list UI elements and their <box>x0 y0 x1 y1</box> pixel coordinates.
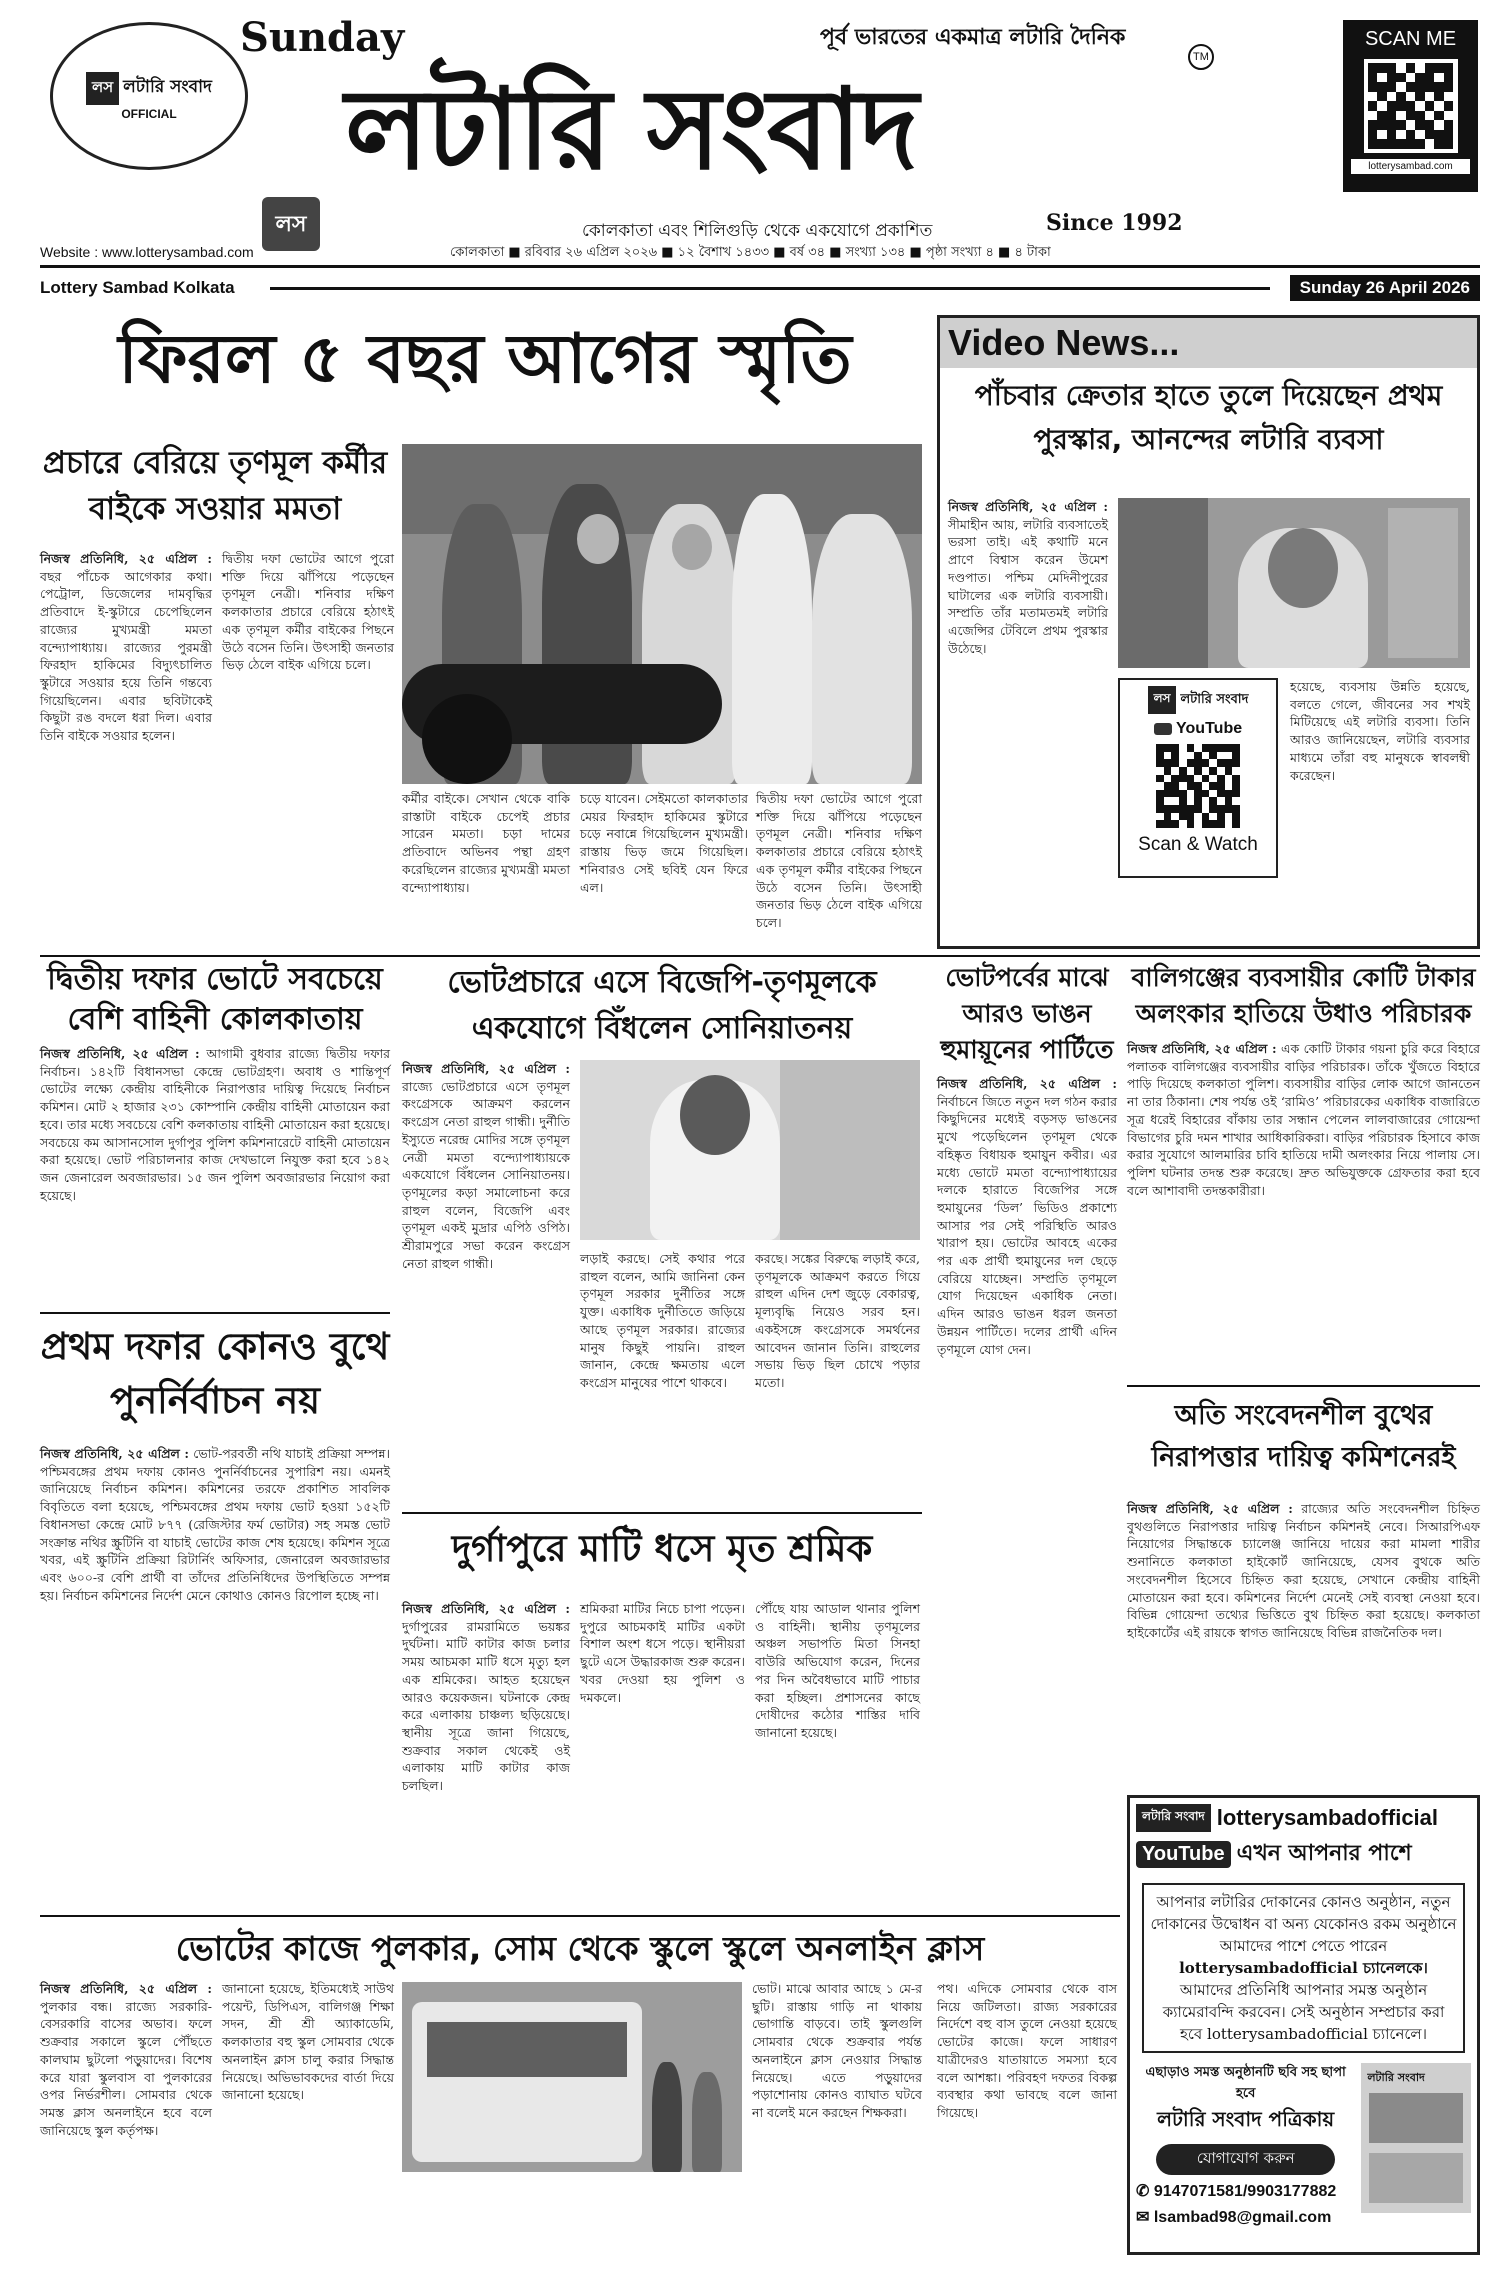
video-news-title: Video News... <box>940 318 1477 368</box>
article3-headline: প্রথম দফার কোনও বুথে পুনর্নির্বাচন নয় <box>40 1325 390 1422</box>
article5-col-3 <box>755 1600 920 1900</box>
article9-col-1-text: পুলকার বন্ধ। রাজ্যে সরকারি-বেসরকারি বাসের অভাব। ফলে শুক্রবার সকালে স্কুলে পৌঁছতে কালঘাম ছুটলো পড়ুয়াদের। বিশেষ করে যারা স্কুলবাস বা পুলকারের ওপর নির্ভরশীল। সোমবার থেকে সমস্ত ক্লাস অনলাইনে হবে বলে জানিয়েছে স্কুল কর্তৃপক্ষ। <box>40 1998 212 2138</box>
since-label: Since 1992 <box>1046 210 1183 236</box>
article4-col-3 <box>755 1250 920 1500</box>
article2-headline: দ্বিতীয় দফার ভোটে সবচেয়ে বেশি বাহিনী কোলকাতায় <box>47 962 383 1037</box>
logo-mark: লস <box>86 72 119 105</box>
video-news-box <box>937 315 1480 949</box>
article9-col-3-text: ভোট। মাঝে আবার আছে ১ মে-র ছুটি। রাস্তায় গাড়ি না থাকায় ভোগান্তি বাড়বে। তাই স্কুলগুলি সোমবার থেকে শুক্রবার পর্যন্ত অনলাইনে ক্লাস নেওয়ার সিদ্ধান্ত নিয়েছে। এতে পড়ুয়াদের পড়াশোনায় কোনও ব্যাঘাত ঘটবে না বলেই মনে করছেন শিক্ষকরা। <box>752 1981 922 2120</box>
lead-col-5 <box>756 790 922 950</box>
youtube-label-text: YouTube <box>1176 720 1243 737</box>
article9-byline: নিজস্ব প্রতিনিধি, ২৫ এপ্রিল : <box>40 1981 212 1996</box>
article5-byline: নিজস্ব প্রতিনিধি, ২৫ এপ্রিল : <box>402 1601 570 1616</box>
edition-left: Lottery Sambad Kolkata <box>40 278 235 297</box>
video-news-headline: পাঁচবার ক্রেতার হাতে তুলে দিয়েছেন প্রথম পুরস্কার, আনন্দের লটারি ব্যবসা <box>974 379 1443 456</box>
scan-me-label: SCAN ME <box>1364 28 1457 50</box>
section-divider-4 <box>1127 1385 1480 1387</box>
video-news-col-2-text: হয়েছে, ব্যবসায় উন্নতি হয়েছে, বলতে গেলে, জীবনের সব শখই মিটিয়েছে এই লটারি ব্যবসা। তিনি আরও জানিয়েছেন, লটারি ব্যবসার মাধ্যমে তাঁরা বহু মানুষকে স্বাবলম্বী করেছেন। <box>1290 679 1470 783</box>
logo-name: লটারি সংবাদ <box>123 77 212 97</box>
dateline: কোলকাতা ■ রবিবার ২৬ এপ্রিল ২০২৬ ■ ১২ বৈশাখ ১৪৩৩ ■ বর্ষ ৩৪ ■ সংখ্যা ১৩৪ ■ পৃষ্ঠা সংখ্যা ৪ ■ ৪ টাকা <box>450 245 1051 260</box>
promo-channel: lotterysambadofficial <box>1216 1805 1439 1830</box>
article4-photo <box>580 1060 920 1240</box>
promo-paper-thumbnail <box>1361 2063 1471 2213</box>
article6-headline: ভোটপর্বের মাঝে আরও ভাঙন হুমায়ূনের পার্টিতে <box>940 963 1114 1064</box>
lead-col-5-text: দ্বিতীয় দফা ভোটের আগে পুরো শক্তি দিয়ে ঝাঁপিয়ে পড়েছেন তৃণমূল নেত্রী। শনিবার দক্ষিণ কলকাতার প্রচারে বেরিয়ে হঠাৎই এক তৃণমূল কর্মীর বাইকের পিছনে উঠে বসেন তিনি। উৎসাহী জনতার ভিড় ঠেলে বাইক এগিয়ে চলে। <box>756 791 922 930</box>
article9-col-2-text: জানানো হয়েছে, ইতিমধ্যেই সাউথ পয়েন্ট, ডিপিএস, বালিগঞ্জ শিক্ষা সদন, শ্রী শ্রী অ্যাকাডেমি, কলকাতার বহু স্কুল সোমবার থেকে অনলাইন ক্লাস চালু করার সিদ্ধান্ত নিয়েছে। অভিভাবকদের বার্তা দিয়ে জানানো হয়েছে। <box>222 1981 394 2103</box>
lead-col-4 <box>580 790 748 950</box>
promo-box <box>1127 1795 1480 2255</box>
trademark-icon: TM <box>1188 44 1214 70</box>
article9-photo <box>402 1982 742 2172</box>
masthead-logo-circle <box>50 22 248 170</box>
article4-col-2-text: লড়াই করছে। সেই কথার পরে রাহুল বলেন, আমি জানিনা কেন তৃণমূল সরকার দুর্নীতির সঙ্গে যুক্ত। একাধিক দুর্নীতিতে জড়িয়ে আছে তৃণমূল সরকার। রাজ্যের মানুষ কিছুই পায়নি। রাহুল জানান, কেন্দ্রে ক্ষমতায় এলে কংগ্রেস মানুষের পাশে থাকবে। <box>580 1251 745 1390</box>
lead-col-2-text: দ্বিতীয় দফা ভোটের আগে পুরো শক্তি দিয়ে ঝাঁপিয়ে পড়েছেন তৃণমূল নেত্রী। শনিবার দক্ষিণ কলকাতার প্রচারে বেরিয়ে হঠাৎই এক তৃণমূল কর্মীর বাইকের পিছনে উঠে বসেন তিনি। উৎসাহী জনতার ভিড় ঠেলে বাইক এগিয়ে চলে। <box>222 551 394 673</box>
article3-byline: নিজস্ব প্রতিনিধি, ২৫ এপ্রিল : <box>40 1446 190 1461</box>
lead-byline: নিজস্ব প্রতিনিধি, ২৫ এপ্রিল : <box>40 551 212 566</box>
video-news-byline: নিজস্ব প্রতিনিধি, ২৫ এপ্রিল : <box>948 499 1108 514</box>
logo-sub: OFFICIAL <box>121 106 177 121</box>
article6-body <box>937 1075 1117 1785</box>
lead-col-3 <box>402 790 570 950</box>
scan-me-qr[interactable] <box>1343 20 1478 192</box>
article5-col-2 <box>580 1600 745 1900</box>
masthead-tagline: পূর্ব ভারতের একমাত্র লটারি দৈনিক <box>820 24 1126 50</box>
contact-label: যোগাযোগ করুন <box>1156 2144 1335 2175</box>
promo-text-box <box>1142 1883 1465 2053</box>
scan-card-logo-mark: লস <box>1148 686 1177 714</box>
youtube-icon <box>1154 723 1172 735</box>
video-qr-icon <box>1156 744 1240 828</box>
promo-phone[interactable] <box>1136 2181 1355 2201</box>
article5-col-2-text: শ্রমিকরা মাটির নিচে চাপা পড়েন। দুপুরে আচমকাই মাটির একটা বিশাল অংশ ধসে পড়ে। স্থানীয়রা ছুটে এসে উদ্ধারকাজ শুরু করেন। খবর দেওয়া হয় পুলিশ ও দমকলে। <box>580 1601 745 1705</box>
article5-col-1 <box>402 1600 570 1900</box>
masthead-title: লটারি সংবাদ <box>345 65 917 195</box>
scan-url: lotterysambad.com <box>1351 159 1470 174</box>
article7-text: এক কোটি টাকার গয়না চুরি করে বিহারে পলাতক বালিগঞ্জের ব্যবসায়ীর বাড়ির পরিচারক। তাঁকে খুঁজতে বিহারে পাড়ি দিয়েছে কলকাতা পুলিশ। ব্যবসায়ীর বাড়ির লোক আগে জানতেন না তার ঠিকানা। শেষ পর্যন্ত ওই ‘রামিও’ পরিচারকের একাধিক বাজারিতে সূত্র ধরেই বিহারের বাঁকায় তার সন্ধান পেলেন লালবাজারের গোয়েন্দা বিভাগের চুরি দমন শাখার আধিকারিকরা। বাড়ির পরিচারক হিসাবে কাজ করার সুযোগে আলমারির চাবি হাতিয়ে দামী অলংকার নিয়ে পালায় সে। পুলিশ ঘটনার তদন্ত শুরু করেছে। দ্রুত অভিযুক্তকে গ্রেফতার করা হবে বলে আশাবাদী তদন্তকারীরা। <box>1127 1041 1480 1198</box>
article4-col-2 <box>580 1250 745 1500</box>
article4-col-1-text: রাজ্যে ভোটপ্রচারে এসে তৃণমূল কংগ্রেসকে আক্রমণ করলেন কংগ্রেস নেতা রাহুল গান্ধী। দুর্নীতি ইস্যুতে নরেন্দ্র মোদির সঙ্গে তৃণমূল নেত্রী মমতা বন্দ্যোপাধ্যায়কে একযোগে বিঁধলেন সোনিয়াতনয়। তৃণমূলের কড়া সমালোচনা করে রাহুল বলেন, বিজেপি এবং তৃণমূল একই মুদ্রার এপিঠ ওপিঠ। শ্রীরামপুরে সভা করেন কংগ্রেস নেতা রাহুল গান্ধী। <box>402 1078 570 1271</box>
promo-email[interactable] <box>1136 2207 1355 2227</box>
scan-watch-card[interactable] <box>1118 678 1278 878</box>
lead-col-1-text: বছর পাঁচেক আগেকার কথা। পেট্রোল, ডিজেলের দামবৃদ্ধির প্রতিবাদে ই-স্কুটারে চেপেছিলেন রাজ্যের মুখ্যমন্ত্রী মমতা বন্দ্যোপাধ্যায়। রাজ্যের পুরমন্ত্রী ফিরহাদ হাকিমের বিদ্যুৎচালিত স্কুটারে সওয়ার হয়ে তিনি গন্তব্যে গিয়েছিলেন। এবার ছবিটাকেই কিছুটা রঙ বদলে ধরা দিল। এবার তিনি বাইকে সওয়ার হলেন। <box>40 568 212 744</box>
promo-email-text: lsambad98@gmail.com <box>1153 2209 1332 2226</box>
article3-body <box>40 1445 390 1915</box>
article4-headline: ভোটপ্রচারে এসে বিজেপি-তৃণমূলকে একযোগে বিঁধলেন সোনিয়াতনয় <box>447 965 877 1046</box>
masthead-rule <box>40 265 1480 268</box>
article9-col-4 <box>937 1980 1117 2265</box>
article8-text: রাজ্যের অতি সংবেদনশীল চিহ্নিত বুথগুলিতে নিরাপত্তার দায়িত্ব নির্বাচন কমিশনই নেবে। সিআরপিএফ নিয়োগের সিদ্ধান্তকে চ্যালেঞ্জ জানিয়ে দায়ের করা মামলা শারীর শুনানিতে কলকাতা হাইকোর্ট জানিয়েছে, যেসব বুথকে অতি সংবেদনশীল হিসেবে চিহ্নিত করা হয়েছে, সেখানে কেন্দ্রীয় বাহিনী মোতায়েন করা হবে। কমিশনের নির্দেশ মেনেই সেই ব্যবস্থা নেওয়া হবে। বিভিন্ন গোয়েন্দা তথ্যের ভিত্তিতে বুথ চিহ্নিত করা হয়েছে। কলকাতা হাইকোর্টের এই রায়কে স্বাগত জানিয়েছে বিভিন্ন রাজনৈতিক দল। <box>1127 1501 1480 1640</box>
promo-logo: লটারি সংবাদ <box>1136 1804 1211 1832</box>
article2-body <box>40 1045 390 1305</box>
section-divider-5 <box>40 1915 1120 1917</box>
website-link[interactable]: Website : www.lotterysambad.com <box>40 244 254 260</box>
article5-col-3-text: পৌঁছে যায় আডাল থানার পুলিশ ও বাহিনী। স্থানীয় তৃণমূলের অঞ্চল সভাপতি মিতা সিনহা বাউরি অভিযোগ করেন, দিনের পর দিন অবৈধভাবে মাটি পাচার করা হচ্ছিল। প্রশাসনের কাছে দোষীদের কঠোর শাস্তির দাবি জানানো হয়েছে। <box>755 1601 920 1740</box>
article9-col-1 <box>40 1980 212 2265</box>
video-news-col-1-text: সীমাহীন আয়, লটারি ব্যবসাতেই ভরসা তাই। এই কথাটি মনে প্রাণে বিশ্বাস করেন উমেশ দণ্ডপাত। পশ্চিম মেদিনীপুরের ঘাটালের এক লটারি ব্যবসায়ী। সম্প্রতি তাঁর মতামতমই লটারি এজেন্সির টেবিলে প্রথম পুরস্কার উঠেছে। <box>948 516 1108 656</box>
scan-card-brand: লটারি সংবাদ <box>1180 691 1249 707</box>
lead-col-4-text: চড়ে যাবেন। সেইমতো কালকাতার মেয়র ফিরহাদ হাকিমের স্কুটারে চড়ে নবান্নে গিয়েছিলেন মুখ্যমন্ত্রী। রাস্তায় ভিড় জমে গিয়েছিল। শনিবারও সেই ছবিই যেন ফিরে এল। <box>580 791 748 895</box>
video-news-col-1 <box>948 498 1108 938</box>
article4-col-1 <box>402 1060 570 1500</box>
promo-line2: lotterysambadofficial চ্যানেলকে। <box>1179 1959 1428 1977</box>
article9-headline: ভোটের কাজে পুলকার, সোম থেকে স্কুলে স্কুলে অনলাইন ক্লাস <box>175 1929 985 1968</box>
masthead-subtitle: কোলকাতা এবং শিলিগুড়ি থেকে একযোগে প্রকাশিত <box>582 221 933 241</box>
article8-body <box>1127 1500 1480 1790</box>
article6-byline: নিজস্ব প্রতিনিধি, ২৫ এপ্রিল : <box>937 1076 1117 1091</box>
article7-headline: বালিগঞ্জের ব্যবসায়ীর কোটি টাকার অলংকার হাতিয়ে উধাও পরিচারক <box>1131 963 1476 1028</box>
article4-col-3-text: করছে। সঙ্কের বিরুদ্ধে লড়াই করে, তৃণমূলকে আক্রমণ করতে গিয়ে রাহুল এদিন দেশ জুড়ে বেকারত্ব, মূল্যবৃদ্ধি নিয়েও সরব হন। একইসঙ্গে কংগ্রেসকে সমর্থনের আবেদন জানান তিনি। রাহুলের সভায় ভিড় ছিল চোখে পড়ার মতো। <box>755 1251 920 1390</box>
article9-col-3 <box>752 1980 922 2265</box>
lead-col-1 <box>40 550 212 950</box>
scan-watch-label: Scan & Watch <box>1138 834 1258 855</box>
phone-icon: ✆ <box>1136 2183 1150 2200</box>
edition-date: Sunday 26 April 2026 <box>1290 275 1480 301</box>
article8-headline: অতি সংবেদনশীল বুথের নিরাপত্তার দায়িত্ব কমিশনেরই <box>1151 1400 1456 1473</box>
promo-phone-text: 9147071581/9903177882 <box>1153 2183 1337 2200</box>
promo-line1: আপনার লটারির দোকানের কোনও অনুষ্ঠান, নতুন দোকানের উদ্বোধন বা অন্য যেকোনও রকম অনুষ্ঠানে আমাদের পাশে পেতে পারেন <box>1150 1893 1457 1955</box>
section-divider-3 <box>402 1512 922 1514</box>
article4-byline: নিজস্ব প্রতিনিধি, ২৫ এপ্রিল : <box>402 1061 570 1076</box>
article5-col-1-text: দুর্গাপুরের রামরামিতে ভয়ঙ্কর দুর্ঘটনা। মাটি কাটার কাজ চলার সময় আচমকা মাটি ধসে মৃত্যু হল এক শ্রমিকের। আহত হয়েছেন আরও কয়েকজন। ঘটনাকে কেন্দ্র করে এলাকায় চাঞ্চল্য ছড়িয়েছে। স্থানীয় সূত্রে জানা গিয়েছে, শুক্রবার সকাল থেকেই ওই এলাকায় মাটি কাটার কাজ চলছিল। <box>402 1618 570 1794</box>
lead-banner: ফিরল ৫ বছর আগের স্মৃতি <box>118 320 852 399</box>
article7-body <box>1127 1040 1480 1380</box>
article9-col-4-text: পথ। এদিকে সোমবার থেকে বাস নিয়ে জটিলতা। রাজ্য সরকারের নির্দেশে বহু বাস তুলে নেওয়া হয়েছে ভোটের কাজে। ফলে সাধারণ যাত্রীদেরও যাতায়াতে সমস্যা হবে বলে আশঙ্কা। পরিবহণ দফতর বিকল্প ব্যবস্থার কথা ভাবছে বলে জানা গিয়েছে। <box>937 1981 1117 2120</box>
article9-col-2 <box>222 1980 394 2265</box>
thumbnail-brand: লটারি সংবাদ <box>1367 2071 1425 2084</box>
article7-byline: নিজস্ব প্রতিনিধি, ২৫ এপ্রিল : <box>1127 1041 1277 1056</box>
lead-col-2 <box>222 550 394 950</box>
lead-photo <box>402 444 922 784</box>
promo-note-brand: লটারি সংবাদ পত্রিকায় <box>1157 2107 1335 2131</box>
article3-text: ভোট-পরবর্তী নথি যাচাই প্রক্রিয়া সম্পন্ন। পশ্চিমবঙ্গের প্রথম দফায় কোনও পুনর্নির্বাচনের সুপারিশ নয়। এমনই জানিয়েছে নির্বাচন কমিশন। কমিশনের তরফে প্রকাশিত সাবলিক বিবৃতিতে বলা হয়েছে, পশ্চিমবঙ্গের প্রথম দফায় ভোট হওয়া ১৫২টি বিধানসভা কেন্দ্রে মোট ৮৭৭ (রেজিস্টার ফর্ম ভোটার) সহ সমস্ত ভোট সংক্রান্ত নথির স্ক্রুটিনি বা যাচাই ভোটের কাজ শেষ হয়েছে। কমিশন সূত্রে খবর, এই স্ক্রুটিনি প্রক্রিয়া রিটার্নিং অফিসার, জেনারেল অবজারভার এবং ৬০০-র বেশি প্রার্থী বা তাঁদের প্রতিনিধিদের উপস্থিতিতে সম্পন্ন হয়। নির্বাচন কমিশনের নির্দেশ মেনে কোথাও কোনও রিপোল হচ্ছে না। <box>40 1446 390 1603</box>
video-news-photo <box>1118 498 1470 668</box>
article2-byline: নিজস্ব প্রতিনিধি, ২৫ এপ্রিল : <box>40 1046 200 1061</box>
article5-headline: দুর্গাপুরে মাটি ধসে মৃত শ্রমিক <box>451 1527 873 1570</box>
lead-headline: প্রচারে বেরিয়ে তৃণমূল কর্মীর বাইকে সওয়ার মমতা <box>42 445 388 527</box>
youtube-label <box>1120 720 1276 738</box>
qr-code-icon <box>1364 59 1458 153</box>
promo-line3: আমাদের প্রতিনিধি আপনার সমস্ত অনুষ্ঠান ক্যামেরাবন্দি করবেন। সেই অনুষ্ঠান সম্প্রচার করা হবে lotterysambadofficial চ্যানেলে। <box>1162 1981 1445 2043</box>
strip-line <box>270 287 1270 290</box>
promo-tagline: এখন আপনার পাশে <box>1236 1840 1412 1866</box>
las-logo-icon: লস <box>262 197 320 251</box>
email-icon: ✉ <box>1136 2209 1150 2226</box>
edition-strip <box>40 275 1480 302</box>
video-news-col-2 <box>1290 678 1470 938</box>
section-divider-2 <box>40 1312 390 1314</box>
sunday-label: Sunday <box>240 14 405 61</box>
article8-byline: নিজস্ব প্রতিনিধি, ২৫ এপ্রিল : <box>1127 1501 1293 1516</box>
lead-col-3-text: কর্মীর বাইকে। সেখান থেকে বাকি রাস্তাটা বাইকে চেপেই প্রচার সারেন মমতা। চড়া দামের প্রতিবাদে অভিনব পন্থা গ্রহণ করেছিলেন রাজ্যের মুখ্যমন্ত্রী মমতা বন্দ্যোপাধ্যায়। <box>402 791 570 895</box>
youtube-logo-icon: YouTube <box>1136 1841 1231 1868</box>
article2-text: আগামী বুধবার রাজ্যে দ্বিতীয় দফার নির্বাচন। ১৪২টি বিধানসভা কেন্দ্রে ভোটগ্রহণ। অবাধ ও শান্তিপূর্ণ ভোটের লক্ষ্যে কেন্দ্রীয় বাহিনীকে নিরাপত্তার দায়িত্ব দিয়েছে নির্বাচন কমিশন। মোট ২ হাজার ২৩১ কোম্পানি কেন্দ্রীয় বাহিনী মোতায়েন করা হবে। তার মধ্যে সবচেয়ে বেশি কলকাতায় বাহিনী মোতায়েন করা হয়েছে। সবচেয়ে কম আসানসোল দুর্গাপুর পুলিশ কমিশনারেটে বাহিনী মোতায়েন করা হয়েছে। ভোট পরিচালনার কাজ দেখভালে নিযুক্ত করা হবে ১৪২ জন জেনারেল অবজারভার। ১৫ জন পুলিশ অবজারভার নিয়োগ করা হয়েছে। <box>40 1046 390 1203</box>
article6-text: নির্বাচনে জিতে নতুন দল গঠন করার কিছুদিনের মধ্যেই বড়সড় ভাঙনের মুখে পড়েছিলেন তৃণমূল থেকে বহিষ্কৃত বিধায়ক হুমায়ুন কবীর। এর মধ্যে ভোটে মমতা বন্দ্যোপাধ্যায়ের দলকে হারাতে বিজেপির সঙ্গে হুমায়ুনের ‘ডিল’ ভিডিও প্রকাশ্যে আসার পর সেই পরিস্থিতি আরও খারাপ হয়। ভোটের আবহে একের পর এক প্রার্থী হুমায়ুনের দল ছেড়ে বেরিয়ে যাচ্ছেন। সম্প্রতি তৃণমূলে যোগ দিয়েছেন একাধিক নেতা। এদিন আরও ভাঙন ধরল জনতা উন্নয়ন পার্টিতে। দলের প্রার্থী এদিন তৃণমূলে যোগ দেন। <box>937 1093 1117 1357</box>
promo-note: এছাড়াও সমস্ত অনুষ্ঠানটি ছবি সহ ছাপা হবে <box>1145 2065 1346 2101</box>
section-divider-1 <box>40 955 1480 957</box>
